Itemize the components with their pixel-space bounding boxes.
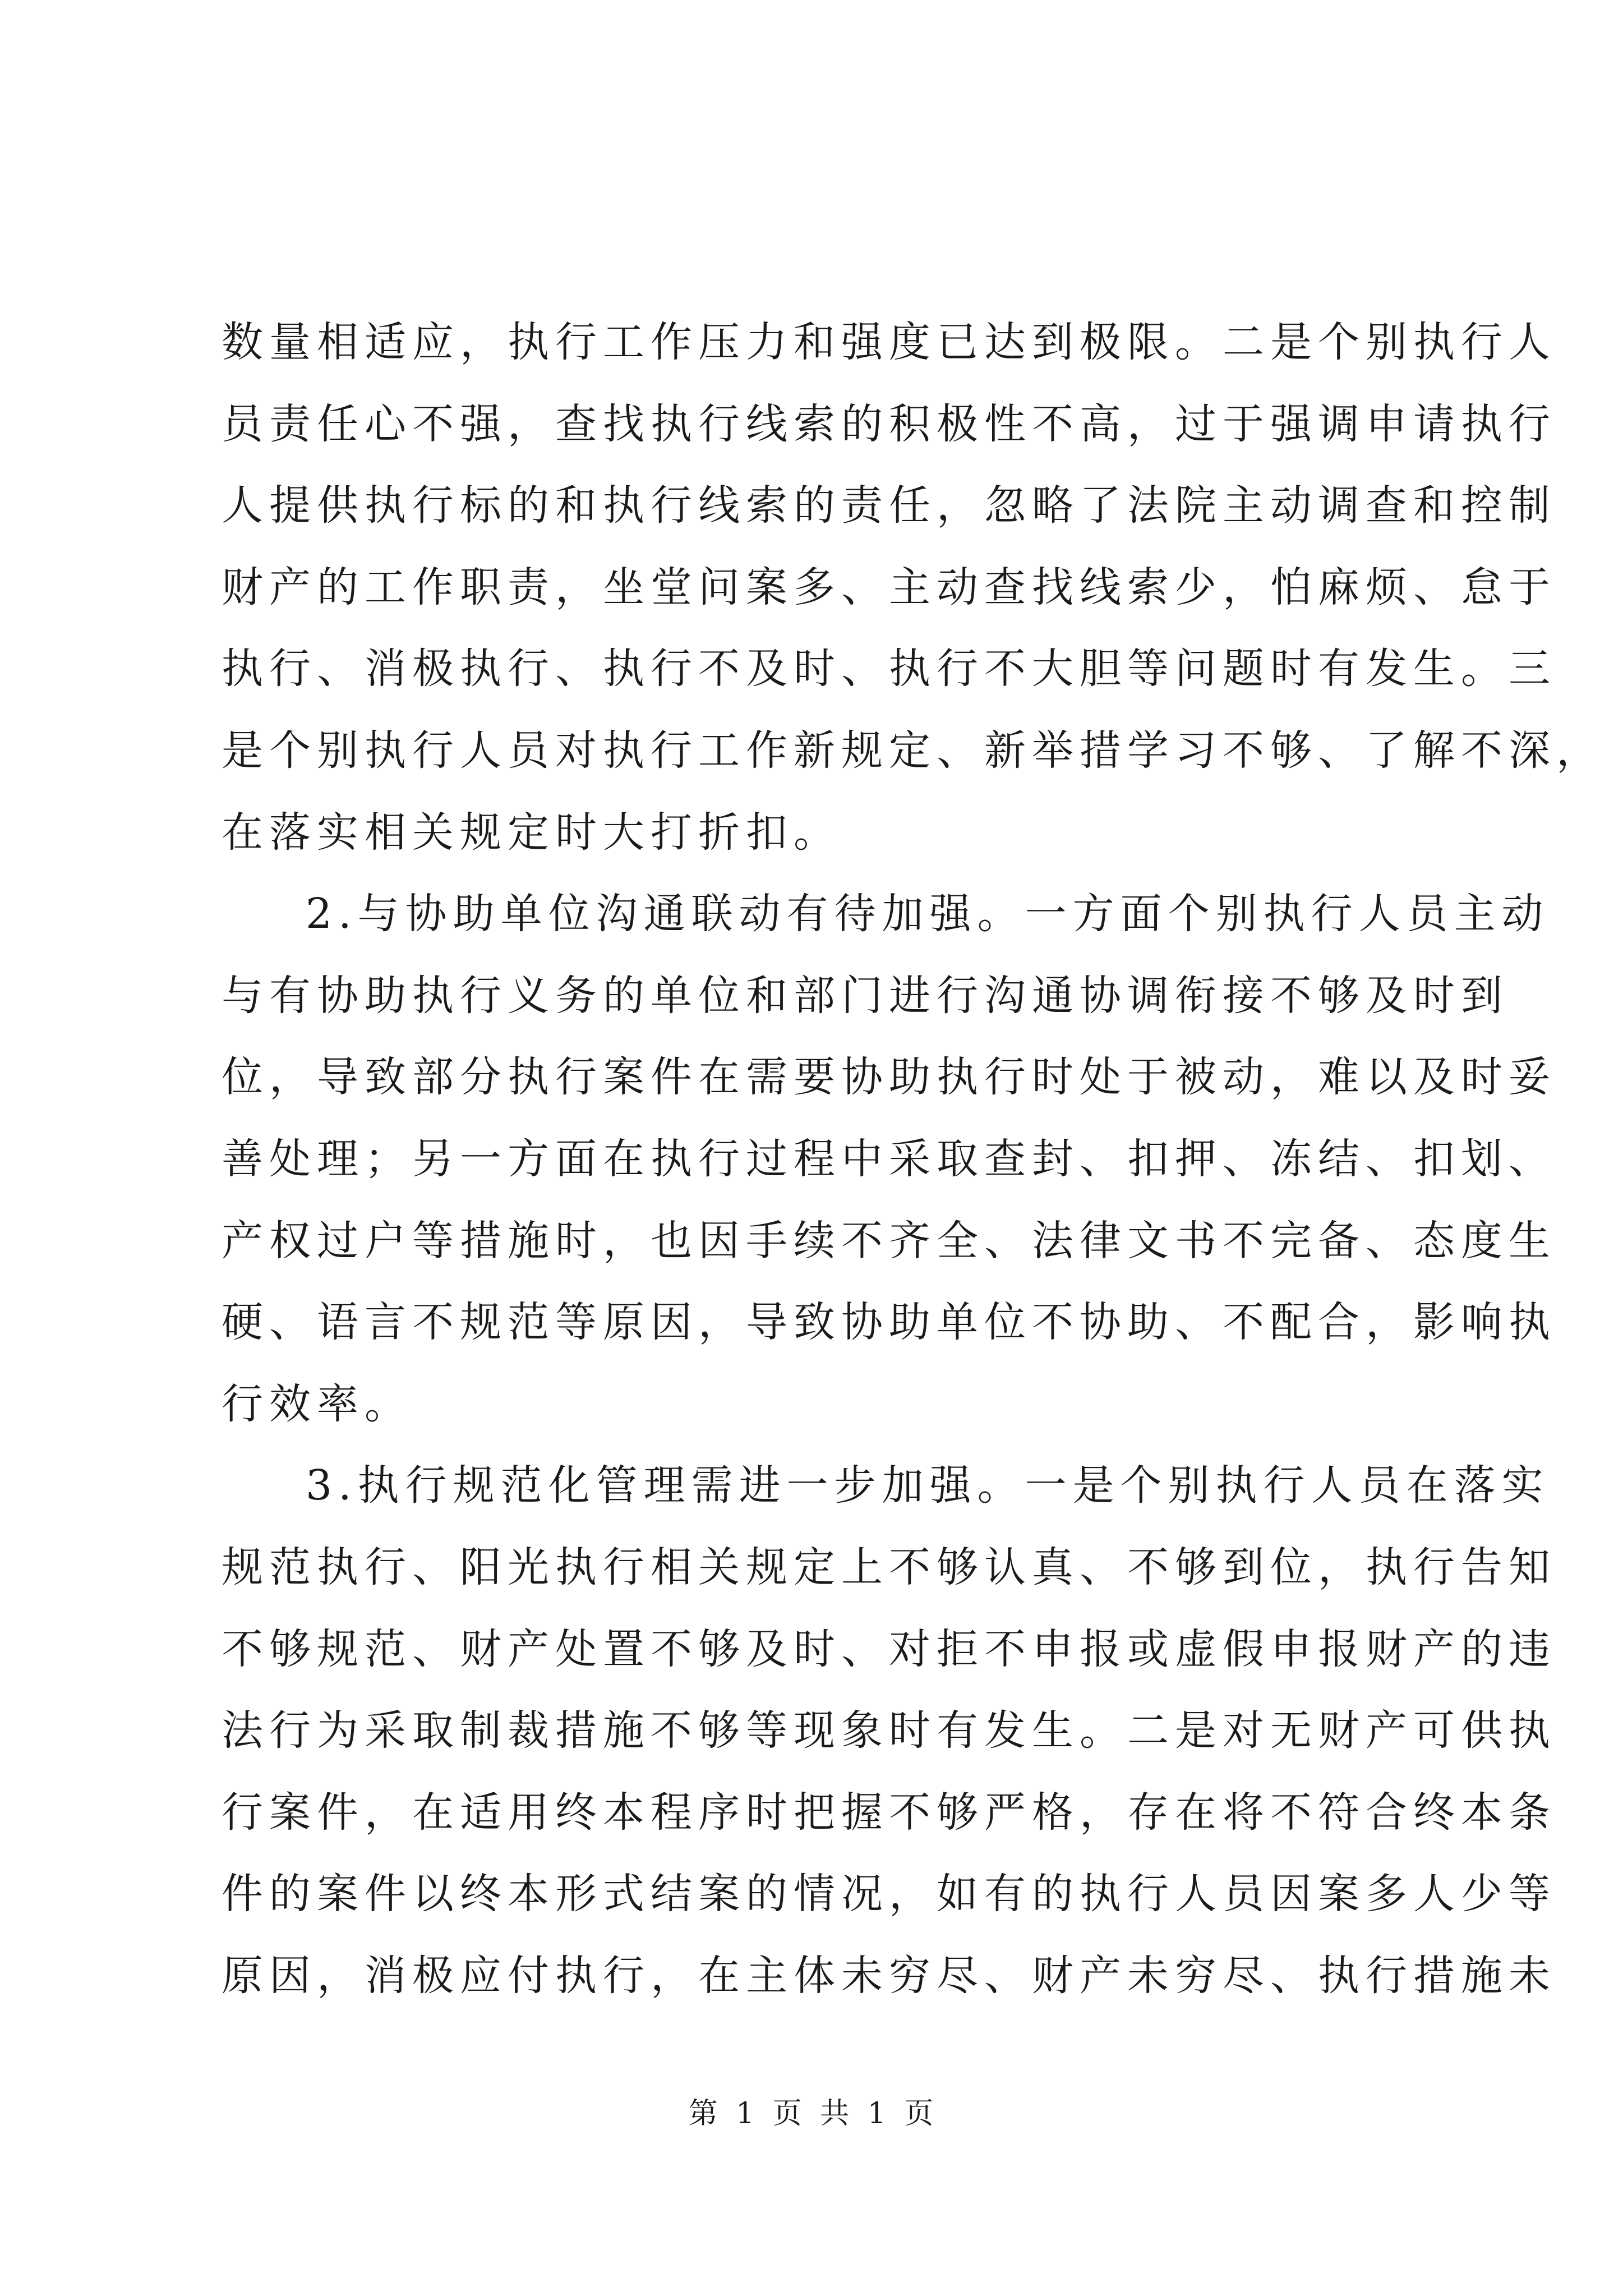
text-line: 不够规范、财产处置不够及时、对拒不申报或虚假申报财产的违 <box>222 1625 1556 1673</box>
text-line: 法行为采取制裁措施不够等现象时有发生。二是对无财产可供执 <box>222 1706 1556 1755</box>
text-line: 员责任心不强，查找执行线索的积极性不高，过于强调申请执行 <box>222 399 1556 448</box>
text-line: 件的案件以终本形式结案的情况，如有的执行人员因案多人少等 <box>222 1870 1556 1918</box>
text-line: 在落实相关规定时大打折扣。 <box>222 808 841 857</box>
text-line: 与有协助执行义务的单位和部门进行沟通协调衔接不够及时到 <box>222 971 1509 1020</box>
paragraph-start-line: 3.执行规范化管理需进一步加强。一是个别执行人员在落实 <box>306 1461 1550 1510</box>
text-line: 规范执行、阳光执行相关规定上不够认真、不够到位，执行告知 <box>222 1543 1556 1591</box>
text-line: 执行、消极执行、执行不及时、执行不大胆等问题时有发生。三 <box>222 645 1556 693</box>
page-number-label: 第 1 页 共 1 页 <box>688 2097 935 2131</box>
text-line: 硬、语言不规范等原因，导致协助单位不协助、不配合，影响执 <box>222 1298 1556 1347</box>
body-text <box>222 303 1604 2018</box>
text-line: 是个别执行人员对执行工作新规定、新举措学习不够、了解不深， <box>222 726 1604 775</box>
text-line: 行案件，在适用终本程序时把握不够严格，存在将不符合终本条 <box>222 1788 1556 1837</box>
text-line: 善处理；另一方面在执行过程中采取查封、扣押、冻结、扣划、 <box>222 1134 1556 1183</box>
text-line: 数量相适应，执行工作压力和强度已达到极限。二是个别执行人 <box>222 318 1556 366</box>
text-line: 人提供执行标的和执行线索的责任，忽略了法院主动调查和控制 <box>222 481 1556 530</box>
text-line: 财产的工作职责，坐堂问案多、主动查找线索少，怕麻烦、怠于 <box>222 563 1556 611</box>
paragraph-start-line: 2.与协助单位沟通联动有待加强。一方面个别执行人员主动 <box>306 890 1550 938</box>
page-footer <box>0 2090 1623 2132</box>
text-line: 产权过户等措施时，也因手续不齐全、法律文书不完备、态度生 <box>222 1216 1556 1265</box>
text-line: 原因，消极应付执行，在主体未穷尽、财产未穷尽、执行措施未 <box>222 1951 1556 2000</box>
text-line: 位，导致部分执行案件在需要协助执行时处于被动，难以及时妥 <box>222 1053 1556 1102</box>
text-line: 行效率。 <box>222 1379 412 1428</box>
